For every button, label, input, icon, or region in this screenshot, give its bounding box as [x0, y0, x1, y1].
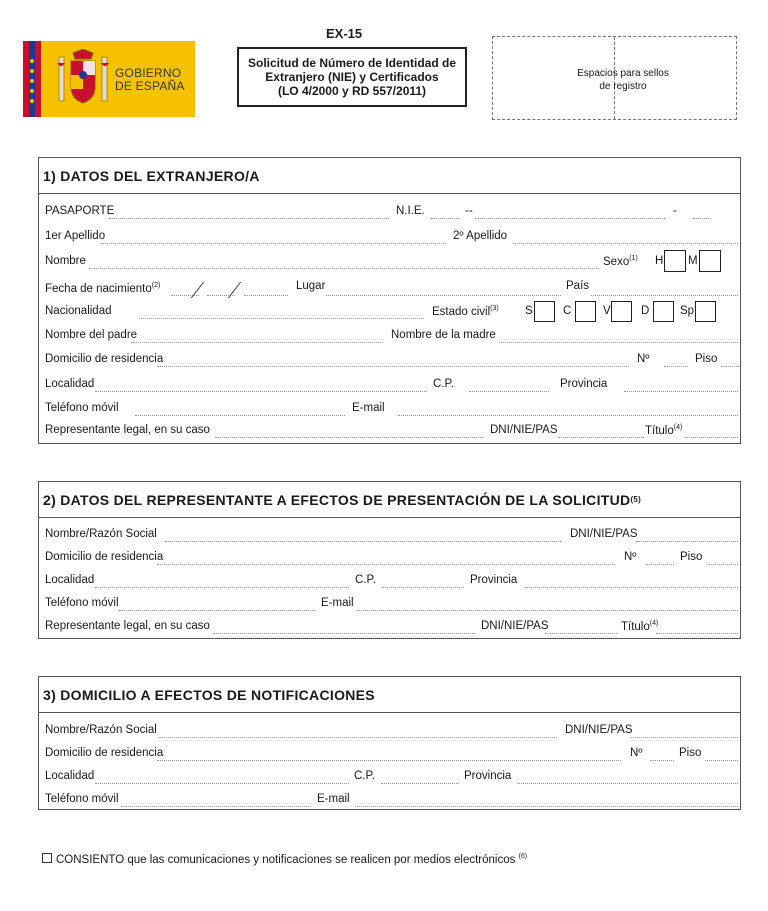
rep-phone-field[interactable] — [119, 610, 315, 611]
father-name-field[interactable] — [131, 342, 383, 343]
row-name: Nombre Sexo$^{(1)}$ H M — [39, 251, 740, 275]
notif-floor-field[interactable] — [705, 760, 738, 761]
section-title: 3) DOMICILIO A EFECTOS DE NOTIFICACIONES — [39, 677, 740, 713]
notif-email-field[interactable] — [355, 806, 738, 807]
row-nationality: Nacionalidad Estado civil$^{(3)}$ S C V D Sp — [39, 301, 740, 325]
nie-control-field[interactable] — [693, 218, 711, 219]
rep-locality-field[interactable] — [95, 587, 349, 588]
coat-of-arms-icon — [51, 49, 115, 109]
rep-legal-dni-field[interactable] — [545, 633, 617, 634]
rep-postal-code-field[interactable] — [382, 587, 464, 588]
floor-field[interactable] — [721, 366, 739, 367]
notif-dni-field[interactable] — [631, 737, 738, 738]
passport-field[interactable] — [109, 218, 389, 219]
row-birth: Fecha de nacimiento$^{(2)}$ Lugar País — [39, 278, 740, 302]
legal-rep-field[interactable] — [215, 437, 483, 438]
row-address: Domicilio de residencia Nº Piso — [39, 349, 740, 373]
row-parents: Nombre del padre Nombre de la madre — [39, 325, 740, 349]
row-rep-legal: Representante legal, en su caso DNI/NIE/PAS Título$^{(4)}$ — [39, 616, 740, 640]
postal-code-field[interactable] — [469, 391, 549, 392]
mother-name-field[interactable] — [499, 342, 738, 343]
province-field[interactable] — [624, 391, 738, 392]
gobierno-logo — [23, 41, 195, 117]
row-rep-name: Nombre/Razón Social DNI/NIE/PAS — [39, 524, 740, 548]
email-field[interactable] — [398, 415, 738, 416]
row-passport: PASAPORTE N.I.E. -- - — [39, 201, 740, 225]
notif-address-field[interactable] — [157, 760, 621, 761]
row-phone: Teléfono móvil E-mail — [39, 398, 740, 422]
rep-email-field[interactable] — [357, 610, 738, 611]
form-title: Solicitud de Número de Identidad de Extranjero (NIE) y Certificados (LO 4/2000 y RD 557/2011) — [237, 47, 467, 107]
birth-place-field[interactable] — [326, 295, 561, 296]
rep-floor-field[interactable] — [707, 564, 738, 565]
address-number-field[interactable] — [664, 366, 688, 367]
birth-country-field[interactable] — [591, 295, 738, 296]
name-field[interactable] — [89, 268, 599, 269]
rep-legal-title-field[interactable] — [656, 633, 738, 634]
rep-address-field[interactable] — [157, 564, 615, 565]
rep-number-field[interactable] — [646, 564, 674, 565]
section-title: 2) DATOS DEL REPRESENTANTE A EFECTOS DE PRESENTACIÓN DE LA SOLICITUD (5) — [39, 482, 740, 518]
first-surname-field[interactable] — [101, 243, 446, 244]
consent-line: CONSIENTO que las comunicaciones y notificaciones se realicen por medios electrónicos $^{(6)}$ — [42, 853, 527, 866]
stamp-caption: Espacios para sellos de registro — [577, 68, 669, 92]
logo-text: GOBIERNO DE ESPAÑA — [115, 66, 185, 93]
mobile-phone-field[interactable] — [135, 415, 345, 416]
civil-status-sp-checkbox[interactable] — [695, 301, 716, 322]
row-notif-address: Domicilio de residencia Nº Piso — [39, 743, 740, 767]
row-notif-locality: Localidad C.P. Provincia — [39, 766, 740, 790]
row-notif-phone: Teléfono móvil E-mail — [39, 789, 740, 813]
section-title: 1) DATOS DEL EXTRANJERO/A — [39, 158, 740, 194]
civil-status-s-checkbox[interactable] — [534, 301, 555, 322]
civil-status-d-checkbox[interactable] — [653, 301, 674, 322]
row-surnames: 1er Apellido 2º Apellido — [39, 226, 740, 250]
row-rep-address: Domicilio de residencia Nº Piso — [39, 547, 740, 571]
rep-name-field[interactable] — [165, 541, 561, 542]
notif-name-field[interactable] — [159, 737, 557, 738]
civil-status-c-checkbox[interactable] — [575, 301, 596, 322]
flag-stripe — [23, 41, 41, 117]
row-rep-locality: Localidad C.P. Provincia — [39, 570, 740, 594]
notif-number-field[interactable] — [650, 760, 674, 761]
consent-text: CONSIENTO que las comunicaciones y notificaciones se realicen por medios electrónicos — [56, 854, 516, 866]
registry-stamp-box — [492, 36, 737, 120]
rep-province-field[interactable] — [525, 587, 738, 588]
birth-day-field[interactable] — [171, 295, 199, 296]
row-rep-phone: Teléfono móvil E-mail — [39, 593, 740, 617]
section-foreigner-data — [38, 157, 741, 444]
legal-rep-title-field[interactable] — [685, 437, 738, 438]
nie-number-field[interactable] — [475, 218, 665, 219]
rep-dni-field[interactable] — [636, 541, 738, 542]
birth-year-field[interactable] — [244, 295, 288, 296]
locality-field[interactable] — [95, 391, 427, 392]
notif-locality-field[interactable] — [95, 783, 349, 784]
row-legal-rep: Representante legal, en su caso DNI/NIE/PAS Título$^{(4)}$ — [39, 420, 740, 444]
civil-status-v-checkbox[interactable] — [611, 301, 632, 322]
legal-rep-dni-field[interactable] — [558, 437, 644, 438]
section-representative — [38, 481, 741, 639]
nie-letter-field[interactable] — [431, 218, 459, 219]
second-surname-field[interactable] — [513, 243, 738, 244]
sex-m-checkbox[interactable] — [699, 250, 721, 272]
consent-checkbox[interactable] — [42, 853, 52, 863]
notif-postal-code-field[interactable] — [381, 783, 459, 784]
notif-phone-field[interactable] — [121, 806, 311, 807]
notif-province-field[interactable] — [517, 783, 738, 784]
section-notification-address — [38, 676, 741, 810]
sex-h-checkbox[interactable] — [664, 250, 686, 272]
row-notif-name: Nombre/Razón Social DNI/NIE/PAS — [39, 720, 740, 744]
nationality-field[interactable] — [139, 318, 424, 319]
address-field[interactable] — [157, 366, 629, 367]
form-code: EX-15 — [326, 26, 363, 41]
row-locality: Localidad C.P. Provincia — [39, 374, 740, 398]
rep-legal-field[interactable] — [213, 633, 475, 634]
